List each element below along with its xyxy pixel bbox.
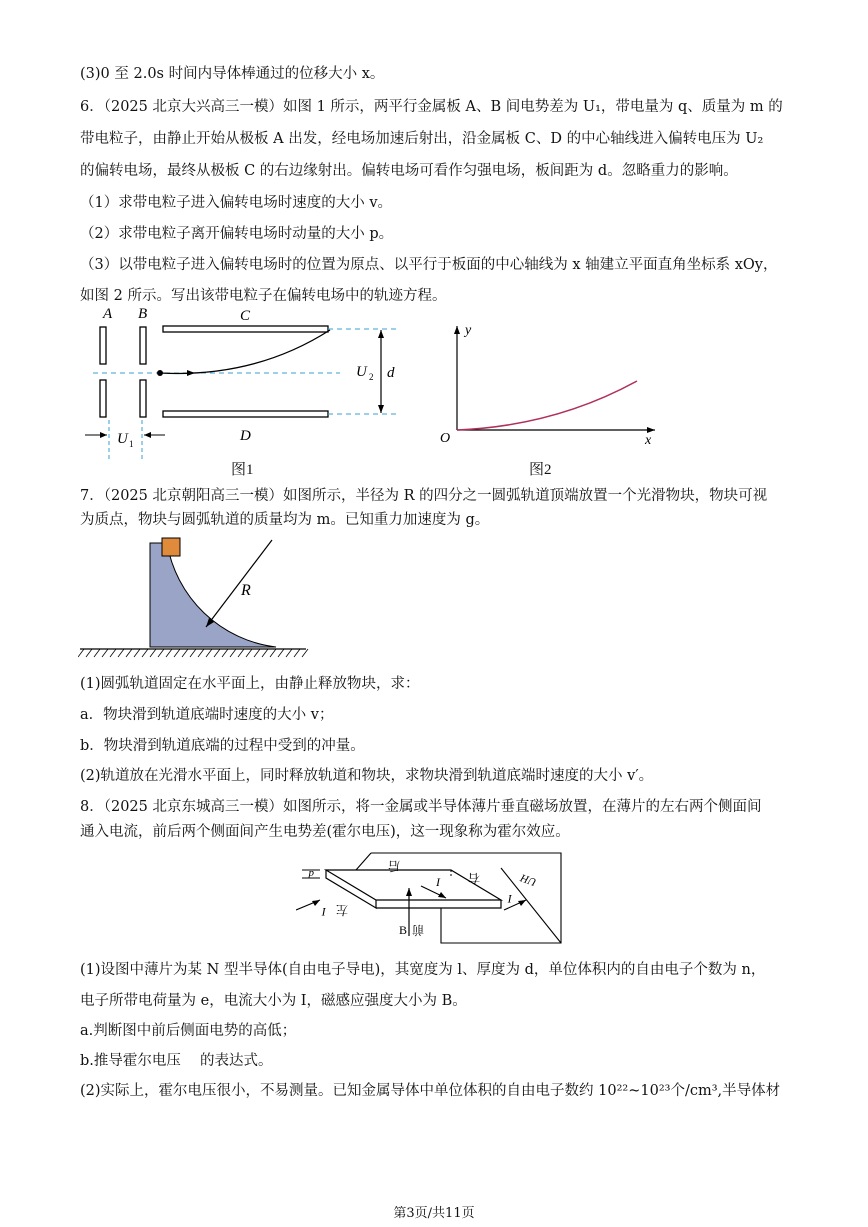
label-U2: U <box>356 364 367 380</box>
label-I-mid: I <box>436 875 440 889</box>
plate-A-top <box>100 327 106 364</box>
label-right: 右 <box>467 871 480 885</box>
text-line: (1)圆弧轨道固定在水平面上，由静止释放物块，求： <box>80 676 420 692</box>
label-B: B <box>138 306 148 322</box>
label-y: y <box>465 323 472 338</box>
label-x: x <box>645 433 652 448</box>
label-A: A <box>103 306 113 322</box>
figure-1-caption: 图1 <box>231 462 254 478</box>
text-line: （1）求带电粒子进入偏转电场时速度的大小 v。 <box>80 195 393 211</box>
label-U1: U <box>117 431 128 447</box>
plate-B-top <box>140 327 146 364</box>
figure-4-hall-effect <box>296 848 576 948</box>
figure-3-arc-track <box>78 535 310 660</box>
label-left: 左 <box>335 903 348 917</box>
trajectory <box>160 330 330 373</box>
text-line: （2）求带电粒子离开偏转电场时动量的大小 p。 <box>80 226 394 242</box>
text-line: (2)轨道放在光滑水平面上，同时释放轨道和物块，求物块滑到轨道底端时速度的大小 v′。 <box>80 768 654 784</box>
figure-1-plates <box>85 300 415 480</box>
text-line: 为质点，物块与圆弧轨道的质量均为 m。已知重力加速度为 g。 <box>80 512 490 528</box>
label-B: B <box>399 923 408 937</box>
text-line: 带电粒子，由静止开始从极板 A 出发，经电场加速后射出，沿金属板 C、D 的中心轴线进入偏转电压为 U₂ <box>80 131 764 147</box>
arc-track-body <box>150 543 276 647</box>
text-line: b.推导霍尔电压 的表达式。 <box>80 1053 273 1069</box>
radius-line <box>206 540 272 627</box>
label-O: O <box>440 431 451 446</box>
plate-D <box>163 411 328 417</box>
text-line: 电子所带电荷量为 e，电流大小为 I，磁感应强度大小为 B。 <box>80 993 467 1009</box>
text-line: (1)设图中薄片为某 N 型半导体(自由电子导电)，其宽度为 l、厚度为 d，单位体积内的自由电子个数为 n， <box>80 962 766 978</box>
label-D: D <box>240 428 251 444</box>
plate-C <box>163 326 328 332</box>
text-line: (2)实际上，霍尔电压很小，不易测量。已知金属导体中单位体积的自由电子数约 10²²~10²³个/cm³,半导体材 <box>80 1083 781 1099</box>
text-line: 8．（2025 北京东城高三一模）如图所示，将一金属或半导体薄片垂直磁场放置，在薄片的左右两个侧面间 <box>80 799 762 815</box>
text-line: (3)0 至 2.0s 时间内导体棒通过的位移大小 x。 <box>80 66 385 82</box>
plate-A-bottom <box>100 380 106 417</box>
page-footer: 第3页/共11页 <box>393 1206 475 1221</box>
plate-B-bottom <box>140 380 146 417</box>
label-d: d <box>387 365 395 381</box>
parabola-curve <box>457 381 637 430</box>
particle <box>157 370 163 376</box>
text-line: 的偏转电场，最终从极板 C 的右边缘射出。偏转电场可看作匀强电场，板间距为 d。忽略重力的影响。 <box>80 163 738 179</box>
label-back: 后 <box>387 859 400 873</box>
figure-2-caption: 图2 <box>529 462 552 478</box>
direction-arrow <box>187 370 195 376</box>
text-line: 通入电流，前后两个侧面间产生电势差(霍尔电压)，这一现象称为霍尔效应。 <box>80 824 570 840</box>
figure-2-trajectory-plot <box>435 318 665 448</box>
label-d: d <box>308 868 314 880</box>
label-I-right: I <box>508 892 512 906</box>
label-C: C <box>240 308 251 324</box>
block <box>162 538 180 556</box>
ground-hatch <box>78 649 308 657</box>
text-line: a.判断图中前后侧面电势的高低； <box>80 1023 297 1039</box>
text-line: 6．（2025 北京大兴高三一模）如图 1 所示，两平行金属板 A、B 间电势差为 U₁，带电量为 q、质量为 m 的 <box>80 99 783 115</box>
label-U2-sub: 2 <box>369 372 374 382</box>
text-line: a．物块滑到轨道底端时速度的大小 v； <box>80 707 334 723</box>
label-I-left: I <box>322 905 326 919</box>
text-line: 7．（2025 北京朝阳高三一模）如图所示，半径为 R 的四分之一圆弧轨道顶端放置一个光滑物块，物块可视 <box>80 488 768 504</box>
text-line: b．物块滑到轨道底端的过程中受到的冲量。 <box>80 738 365 754</box>
label-R: R <box>241 582 251 599</box>
text-line: 如图 2 所示。写出该带电粒子在偏转电场中的轨迹方程。 <box>80 288 447 304</box>
label-U1-sub: 1 <box>129 439 134 449</box>
label-UH: UH <box>519 871 539 889</box>
label-front: 前 <box>411 923 424 937</box>
text-line: （3）以带电粒子进入偏转电场时的位置为原点、以平行于板面的中心轴线为 x 轴建立平面直角坐标系 xOy， <box>80 257 778 273</box>
